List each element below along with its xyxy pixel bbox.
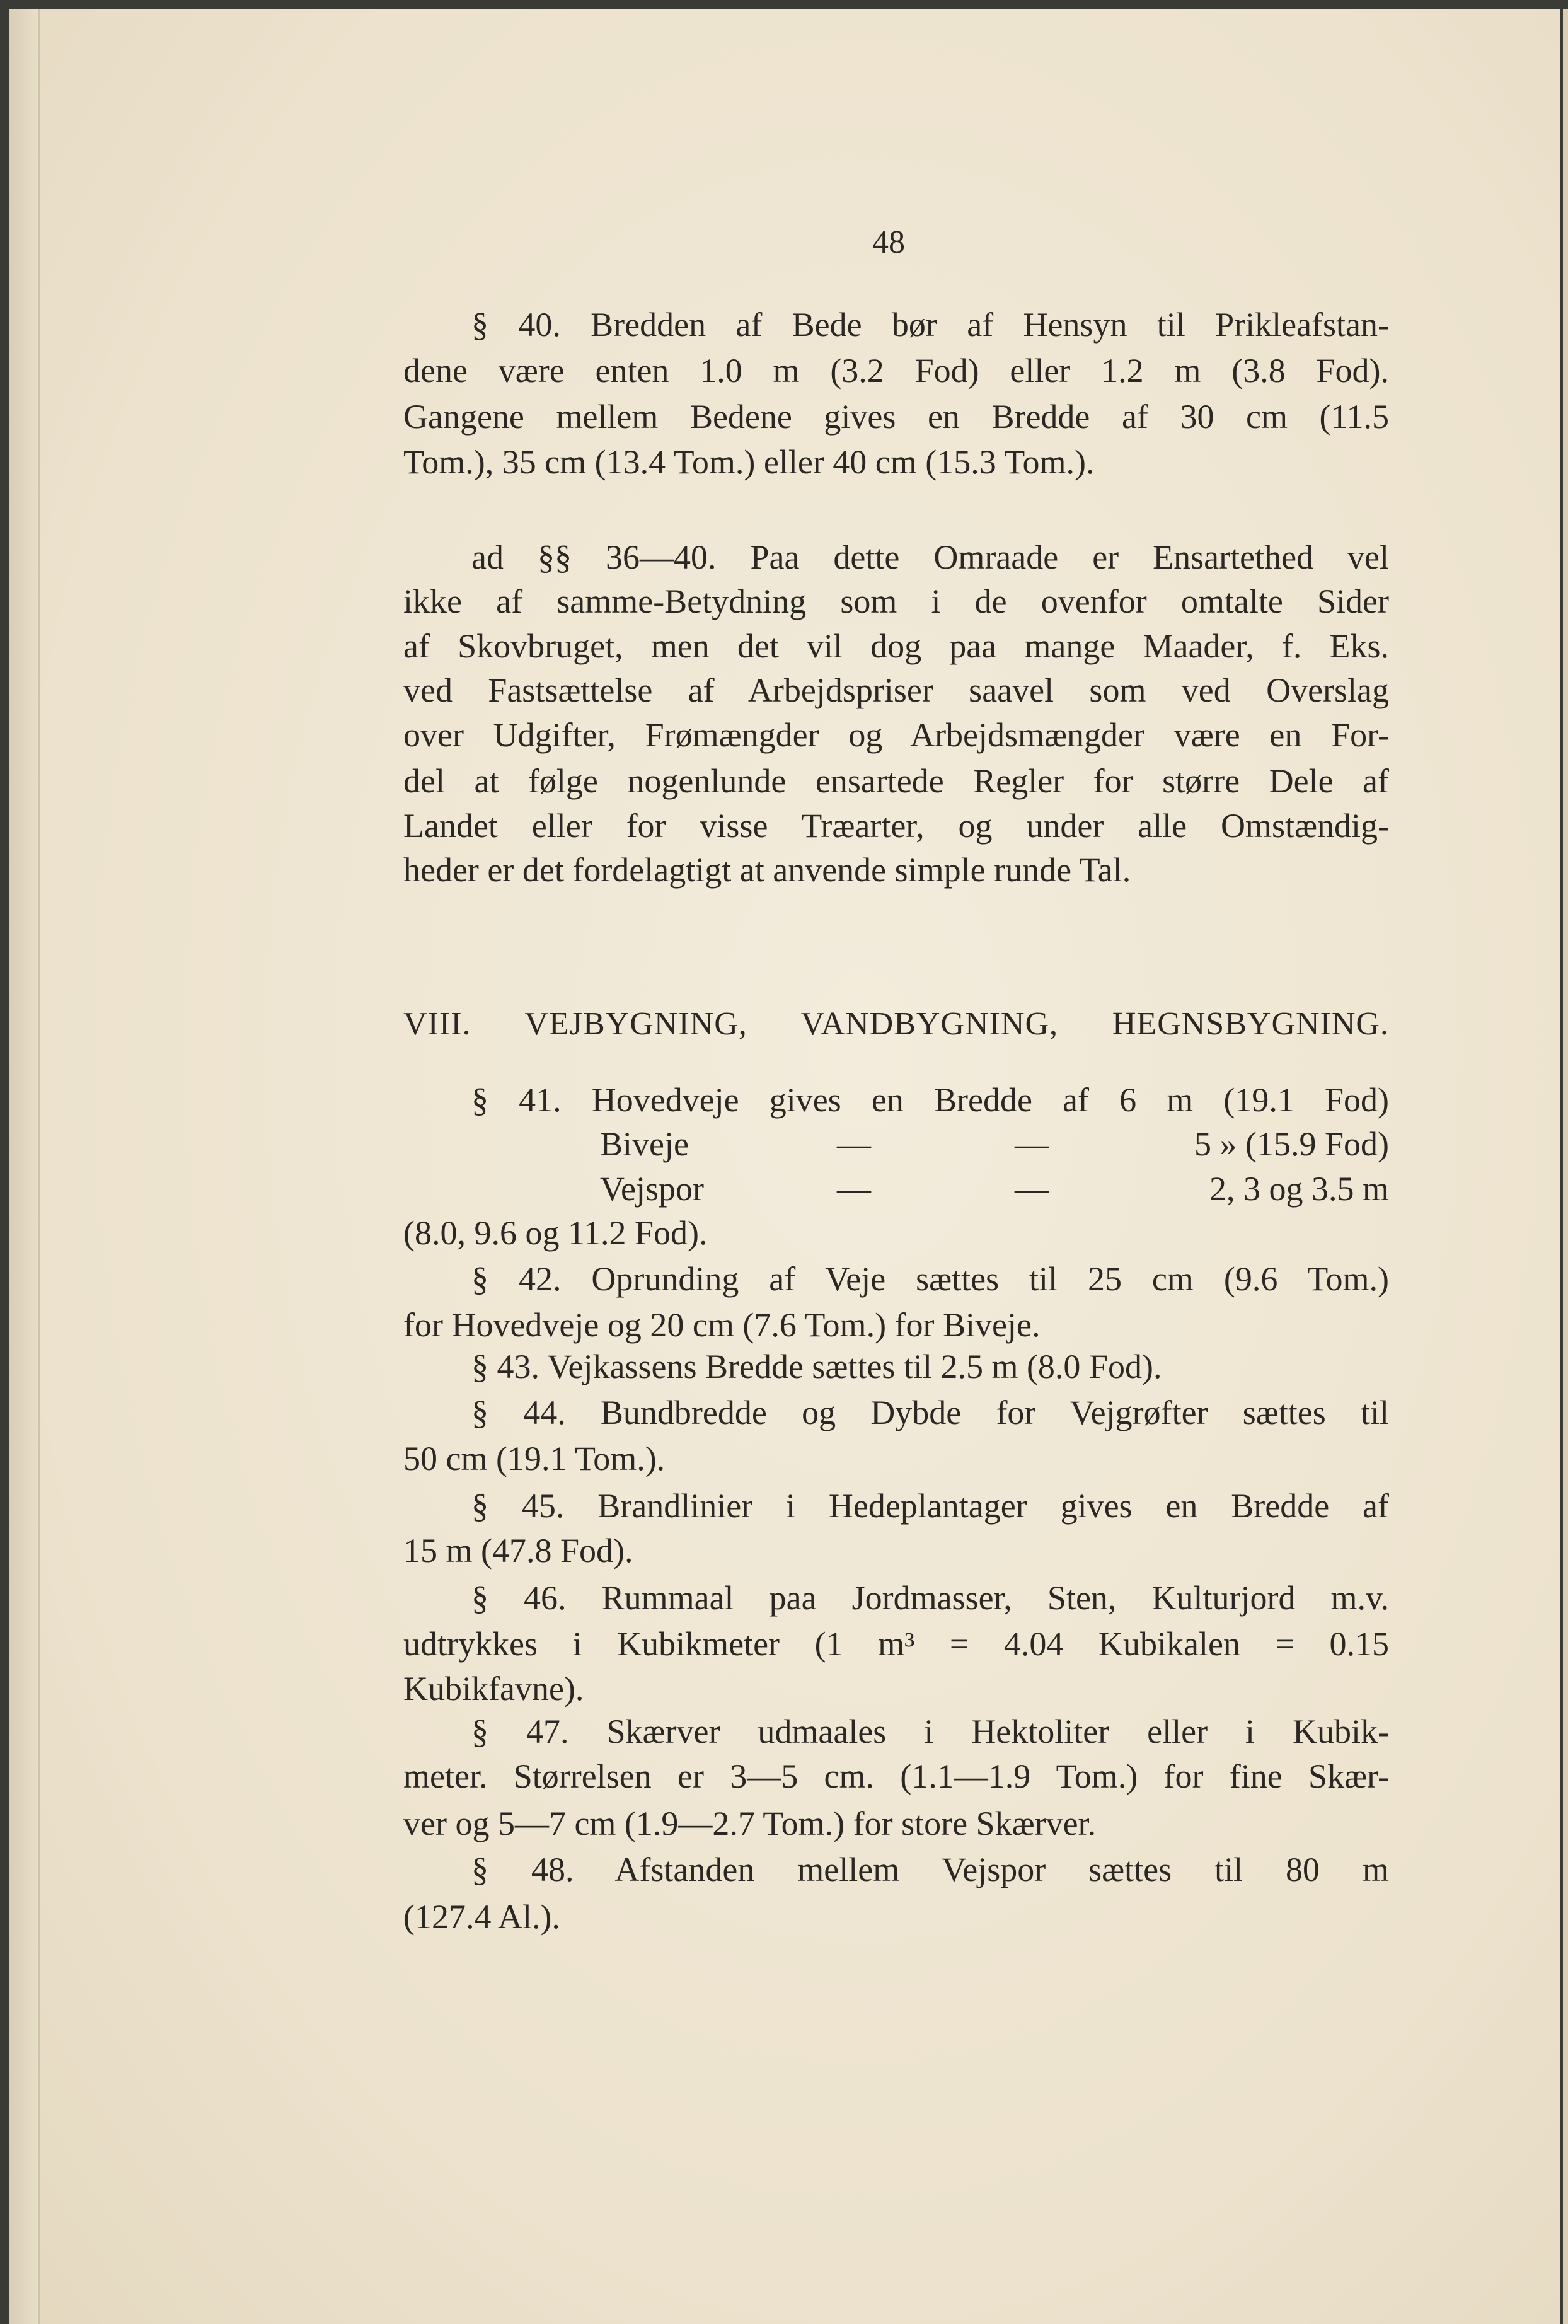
row-dash: — <box>837 1125 871 1163</box>
row-dash: — <box>837 1170 871 1208</box>
page-binding-edge <box>9 9 39 2324</box>
text-line: del at følge nogenlunde ensartede Regler for større Dele af <box>403 762 1389 800</box>
text-line: Kubikfavne). <box>403 1670 584 1708</box>
text-line: ikke af samme-Betydning som i de ovenfor omtalte Sider <box>403 582 1389 620</box>
text-line: § 40. Bredden af Bede bør af Hensyn til Prikleafstan- <box>471 306 1389 344</box>
text-line: § 45. Brandlinier i Hedeplantager gives en Bredde af <box>471 1487 1389 1525</box>
text-line: § 41. Hovedveje gives en Bredde af 6 m (19.1 Fod) <box>471 1081 1389 1119</box>
text-line: dene være enten 1.0 m (3.2 Fod) eller 1.2 m (3.8 Fod). <box>403 352 1389 390</box>
page-number: 48 <box>872 224 905 260</box>
text-line: § 48. Afstanden mellem Vejspor sættes til 80 m <box>471 1851 1389 1888</box>
text-line: over Udgifter, Frømængder og Arbejdsmængder være en For- <box>403 716 1389 754</box>
section-heading: VIII. VEJBYGNING, VANDBYGNING, HEGNSBYGNING. <box>403 1006 1389 1042</box>
text-line: § 44. Bundbredde og Dybde for Vejgrøfter sættes til <box>471 1394 1389 1431</box>
page-right-edge <box>1563 9 1568 2324</box>
text-line: af Skovbruget, men det vil dog paa mange Maader, f. Eks. <box>403 627 1389 665</box>
text-line: heder er det fordelagtigt at anvende simple runde Tal. <box>403 851 1131 889</box>
text-line: 50 cm (19.1 Tom.). <box>403 1440 666 1477</box>
row-label: Biveje <box>600 1125 689 1163</box>
text-line: § 46. Rummaal paa Jordmasser, Sten, Kulturjord m.v. <box>471 1579 1389 1617</box>
text-line: Gangene mellem Bedene gives en Bredde af 30 cm (11.5 <box>403 398 1389 436</box>
text-line: § 47. Skærver udmaales i Hektoliter eller i Kubik- <box>471 1713 1389 1750</box>
text-line: for Hovedveje og 20 cm (7.6 Tom.) for Biveje. <box>403 1306 1041 1344</box>
row-value: 5 » (15.9 Fod) <box>1194 1125 1389 1163</box>
text-line: ver og 5—7 cm (1.9—2.7 Tom.) for store Skærver. <box>403 1805 1097 1842</box>
text-line: Tom.), 35 cm (13.4 Tom.) eller 40 cm (15.3 Tom.). <box>403 443 1095 481</box>
row-value: 2, 3 og 3.5 m <box>1209 1170 1389 1208</box>
text-line: ved Fastsættelse af Arbejdspriser saavel som ved Overslag <box>403 671 1389 709</box>
row-label: Vejspor <box>600 1170 704 1208</box>
row-dash: — <box>1015 1125 1049 1163</box>
text-line: meter. Størrelsen er 3—5 cm. (1.1—1.9 Tom.) for fine Skær- <box>403 1757 1389 1795</box>
page-fold-line <box>38 9 40 2324</box>
row-dash: — <box>1015 1170 1049 1208</box>
text-line: § 42. Oprunding af Veje sættes til 25 cm (9.6 Tom.) <box>471 1260 1389 1298</box>
text-line: (127.4 Al.). <box>403 1898 560 1936</box>
text-line: § 43. Vejkassens Bredde sættes til 2.5 m (8.0 Fod). <box>471 1348 1162 1385</box>
text-line: Landet eller for visse Træarter, og under alle Omstændig- <box>403 807 1389 845</box>
text-line: ad §§ 36—40. Paa dette Omraade er Ensartethed vel <box>471 538 1389 576</box>
text-line: (8.0, 9.6 og 11.2 Fod). <box>403 1214 708 1252</box>
text-line: udtrykkes i Kubikmeter (1 m³ = 4.04 Kubikalen = 0.15 <box>403 1625 1389 1663</box>
text-line: 15 m (47.8 Fod). <box>403 1532 633 1570</box>
